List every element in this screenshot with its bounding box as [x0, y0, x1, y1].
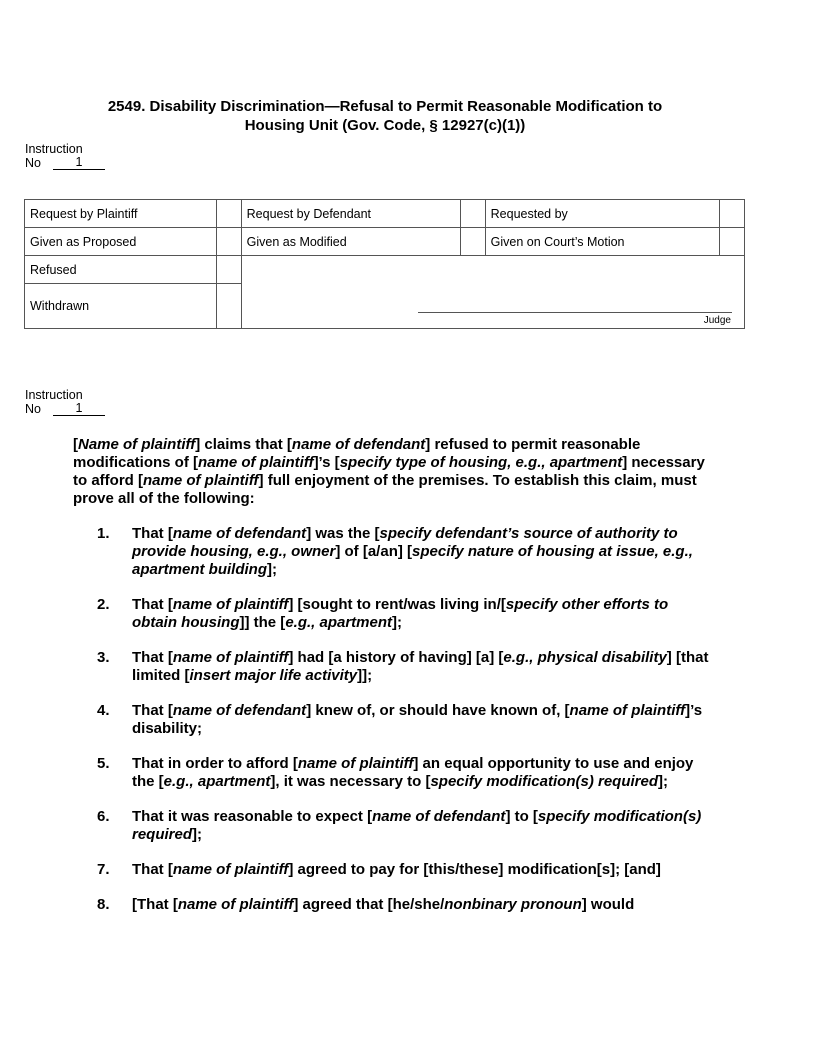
- instruction-disposition-table: [24, 199, 745, 329]
- title-line-1: 2549. Disability Discrimination—Refusal to Permit Reasonable Modification to: [107, 98, 663, 115]
- given-as-proposed-label: Given as Proposed: [25, 228, 217, 256]
- intro-placeholder: name of plaintiff: [198, 454, 314, 471]
- title-line-2: Housing Unit (Gov. Code, § 12927(c)(1)): [244, 117, 526, 134]
- given-as-proposed-checkbox[interactable]: [216, 228, 241, 256]
- intro-text: ] refused to permit reasonable modifications of [: [73, 436, 641, 471]
- given-on-courts-motion-label: Given on Court’s Motion: [485, 228, 719, 256]
- intro-text: ] necessary to afford [: [73, 454, 705, 489]
- item-text: That [name of plaintiff] had [a history of having] [a] [e.g., physical disability] [that limited [insert major life activity]];: [132, 649, 709, 684]
- refused-label: Refused: [25, 256, 217, 284]
- withdrawn-label: Withdrawn: [25, 284, 217, 329]
- item-number: 8.: [97, 896, 110, 913]
- list-item: [73, 896, 713, 914]
- item-text: That [name of plaintiff] agreed to pay for [this/these] modification[s]; [and]: [132, 861, 661, 878]
- instruction-number-field[interactable]: 1: [53, 156, 105, 170]
- given-as-modified-checkbox[interactable]: [460, 228, 485, 256]
- item-number: 5.: [97, 755, 110, 772]
- list-item: [73, 861, 713, 879]
- list-item: [73, 702, 713, 738]
- item-number: 3.: [97, 649, 110, 666]
- intro-text: [: [73, 436, 78, 453]
- intro-placeholder: name of defendant: [291, 436, 426, 453]
- item-text: That [name of defendant] was the [specify defendant’s source of authority to provide housing, e.g., owner] of [a/an] [specify nature of housing at issue, e.g., apartment building];: [132, 525, 693, 578]
- instruction-number-field-2[interactable]: 1: [53, 402, 105, 416]
- request-by-defendant-checkbox[interactable]: [460, 200, 485, 228]
- item-text: [That [name of plaintiff] agreed that [he/she/nonbinary pronoun] would: [132, 896, 635, 913]
- item-number: 6.: [97, 808, 110, 825]
- instruction-no-label: No: [25, 156, 41, 170]
- instruction-no-row: [25, 156, 105, 170]
- list-item: [73, 596, 713, 632]
- instruction-no-label-2: No: [25, 402, 41, 416]
- intro-placeholder: Name of plaintiff: [78, 436, 196, 453]
- item-text: That [name of defendant] knew of, or should have known of, [name of plaintiff]’s disability;: [132, 702, 703, 737]
- judge-signature-cell: [241, 256, 744, 329]
- intro-text: ]’s [: [313, 454, 340, 471]
- intro-placeholder: specify type of housing, e.g., apartment: [339, 454, 623, 471]
- item-text: That [name of plaintiff] [sought to rent/was living in/[specify other efforts to obtain housing]] the [e.g., apartment];: [132, 596, 669, 631]
- item-number: 1.: [97, 525, 110, 542]
- instruction-title: [0, 97, 770, 135]
- instruction-label-2: Instruction: [25, 388, 83, 402]
- refused-checkbox[interactable]: [216, 256, 241, 284]
- request-by-plaintiff-checkbox[interactable]: [216, 200, 241, 228]
- intro-placeholder: name of plaintiff: [142, 472, 259, 489]
- withdrawn-checkbox[interactable]: [216, 284, 241, 329]
- given-on-courts-motion-checkbox[interactable]: [720, 228, 745, 256]
- item-number: 2.: [97, 596, 110, 613]
- requested-by-checkbox[interactable]: [720, 200, 745, 228]
- list-item: [73, 808, 713, 844]
- instruction-number-block-bottom: [25, 388, 105, 416]
- instruction-number-block-top: [25, 142, 105, 170]
- request-by-defendant-label: Request by Defendant: [241, 200, 460, 228]
- instruction-intro-paragraph: [73, 436, 713, 508]
- request-by-plaintiff-label: Request by Plaintiff: [25, 200, 217, 228]
- given-as-modified-label: Given as Modified: [241, 228, 460, 256]
- list-item: [73, 525, 713, 579]
- item-number: 4.: [97, 702, 110, 719]
- intro-text: ] claims that [: [195, 436, 292, 453]
- instruction-no-row-2: [25, 402, 105, 416]
- requested-by-label: Requested by: [485, 200, 719, 228]
- item-text: That it was reasonable to expect [name of defendant] to [specify modification(s) required];: [132, 808, 702, 843]
- item-number: 7.: [97, 861, 110, 878]
- item-text: That in order to afford [name of plaintiff] an equal opportunity to use and enjoy the [e.g., apartment], it was necessary to [specify modification(s) required];: [132, 755, 694, 790]
- intro-text: ] full enjoyment of the premises. To establish this claim, must prove all of the following:: [73, 472, 697, 507]
- judge-signature-line[interactable]: [418, 312, 732, 313]
- list-item: [73, 649, 713, 685]
- judge-label: Judge: [703, 315, 731, 326]
- instruction-label: Instruction: [25, 142, 83, 156]
- list-item: [73, 755, 713, 791]
- elements-list: [73, 525, 713, 931]
